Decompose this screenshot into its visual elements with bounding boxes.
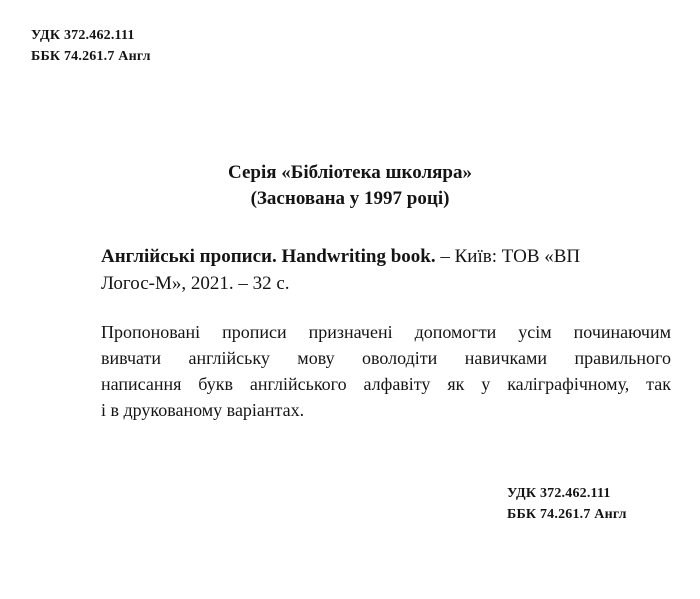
- udk-code: УДК 372.462.111: [507, 486, 611, 501]
- bib-line-2: Логос-М», 2021. – 32 с.: [101, 273, 290, 294]
- classification-codes-top: [31, 25, 151, 67]
- classification-codes-bottom: [507, 483, 627, 525]
- annotation-paragraph: [101, 319, 671, 423]
- udk-code: УДК 372.462.111: [31, 28, 135, 43]
- series-title: Серія «Бібліотека школяра»: [228, 162, 472, 183]
- book-title: Англійські прописи. Handwriting book.: [101, 246, 436, 267]
- bbk-code: ББК 74.261.7 Англ: [31, 49, 151, 64]
- bibliographic-description: [101, 243, 666, 297]
- series-block: [0, 160, 700, 212]
- annotation-line: Пропоновані прописи призначені допомогти усім починаючим: [101, 322, 671, 342]
- bib-line-1: [101, 243, 666, 270]
- annotation-line: написання букв англійського алфавіту як у каліграфічному, так: [101, 374, 671, 394]
- annotation-line: вивчати англійську мову оволодіти навичками правильного: [101, 348, 671, 368]
- annotation-line: і в друкованому варіантах.: [101, 400, 305, 420]
- publisher-info: – Київ: ТОВ «ВП: [435, 246, 581, 267]
- series-founded: (Заснована у 1997 році): [250, 188, 450, 209]
- bbk-code: ББК 74.261.7 Англ: [507, 507, 627, 522]
